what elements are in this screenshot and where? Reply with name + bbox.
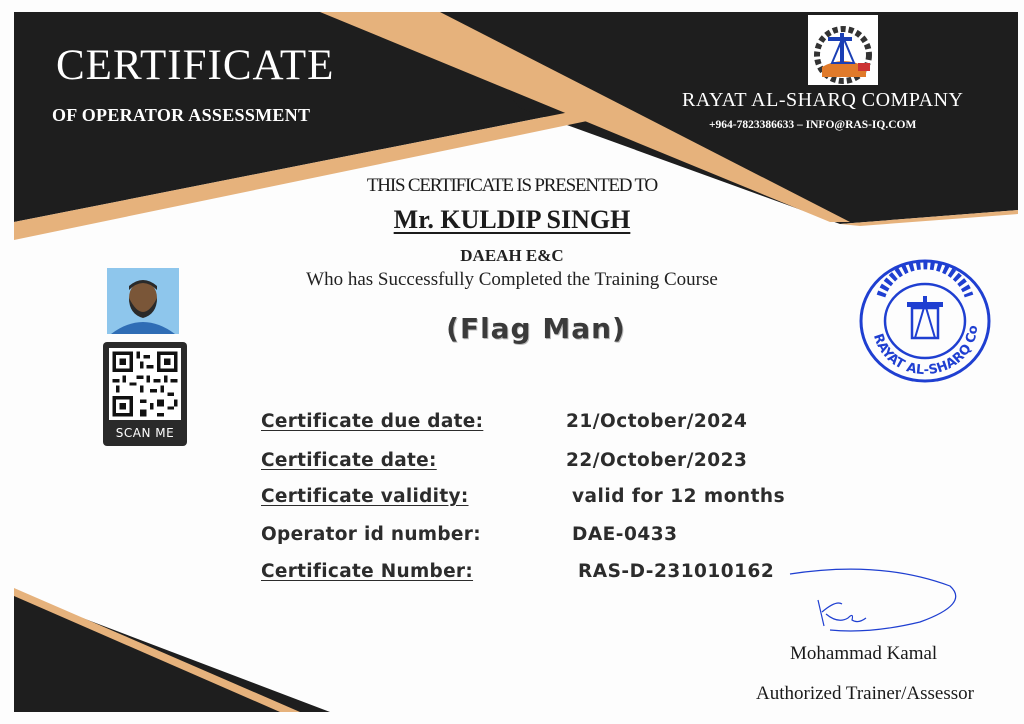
certificate-number-value: RAS-D-231010162 — [578, 561, 775, 582]
certificate-subtitle: OF OPERATOR ASSESSMENT — [52, 105, 311, 125]
due-date-value: 21/October/2024 — [566, 411, 748, 432]
holder-photo — [107, 268, 179, 334]
validity-label: Certificate validity: — [261, 486, 469, 507]
signatory-role: Authorized Trainer/Assessor — [756, 683, 974, 704]
issue-date-value: 22/October/2023 — [566, 450, 748, 471]
validity-value: valid for 12 months — [572, 486, 786, 507]
operator-id-label: Operator id number: — [261, 524, 481, 545]
qr-code[interactable] — [103, 342, 187, 446]
completion-statement: Who has Successfully Completed the Training Course — [306, 269, 718, 290]
qr-code-image — [109, 348, 181, 420]
seal-text: RAYAT AL-SHARQ Co — [869, 324, 982, 379]
certificate-number-label: Certificate Number: — [261, 561, 474, 582]
holder-name — [0, 205, 1024, 235]
presented-to-heading: THIS CERTIFICATE IS PRESENTED TO — [366, 175, 658, 196]
operator-id-value: DAE-0433 — [572, 524, 678, 545]
course-name: (Flag Man) — [446, 312, 626, 345]
company-contact: +964-7823386633 – INFO@RAS-IQ.COM — [709, 119, 917, 131]
certificate-title: CERTIFICATE — [56, 42, 335, 89]
due-date-label: Certificate due date: — [261, 411, 484, 432]
oil-derrick-gear-logo-icon — [808, 15, 878, 85]
qr-scan-label: SCAN ME — [115, 426, 175, 440]
holder-name-text: Mr. KULDIP SINGH — [393, 205, 631, 234]
holder-organization: DAEAH E&C — [460, 246, 564, 265]
signature-image — [760, 560, 980, 640]
company-name: RAYAT AL-SHARQ COMPANY — [682, 89, 964, 111]
company-seal-stamp — [857, 256, 993, 386]
issue-date-label: Certificate date: — [261, 450, 437, 471]
signatory-name: Mohammad Kamal — [790, 643, 938, 664]
